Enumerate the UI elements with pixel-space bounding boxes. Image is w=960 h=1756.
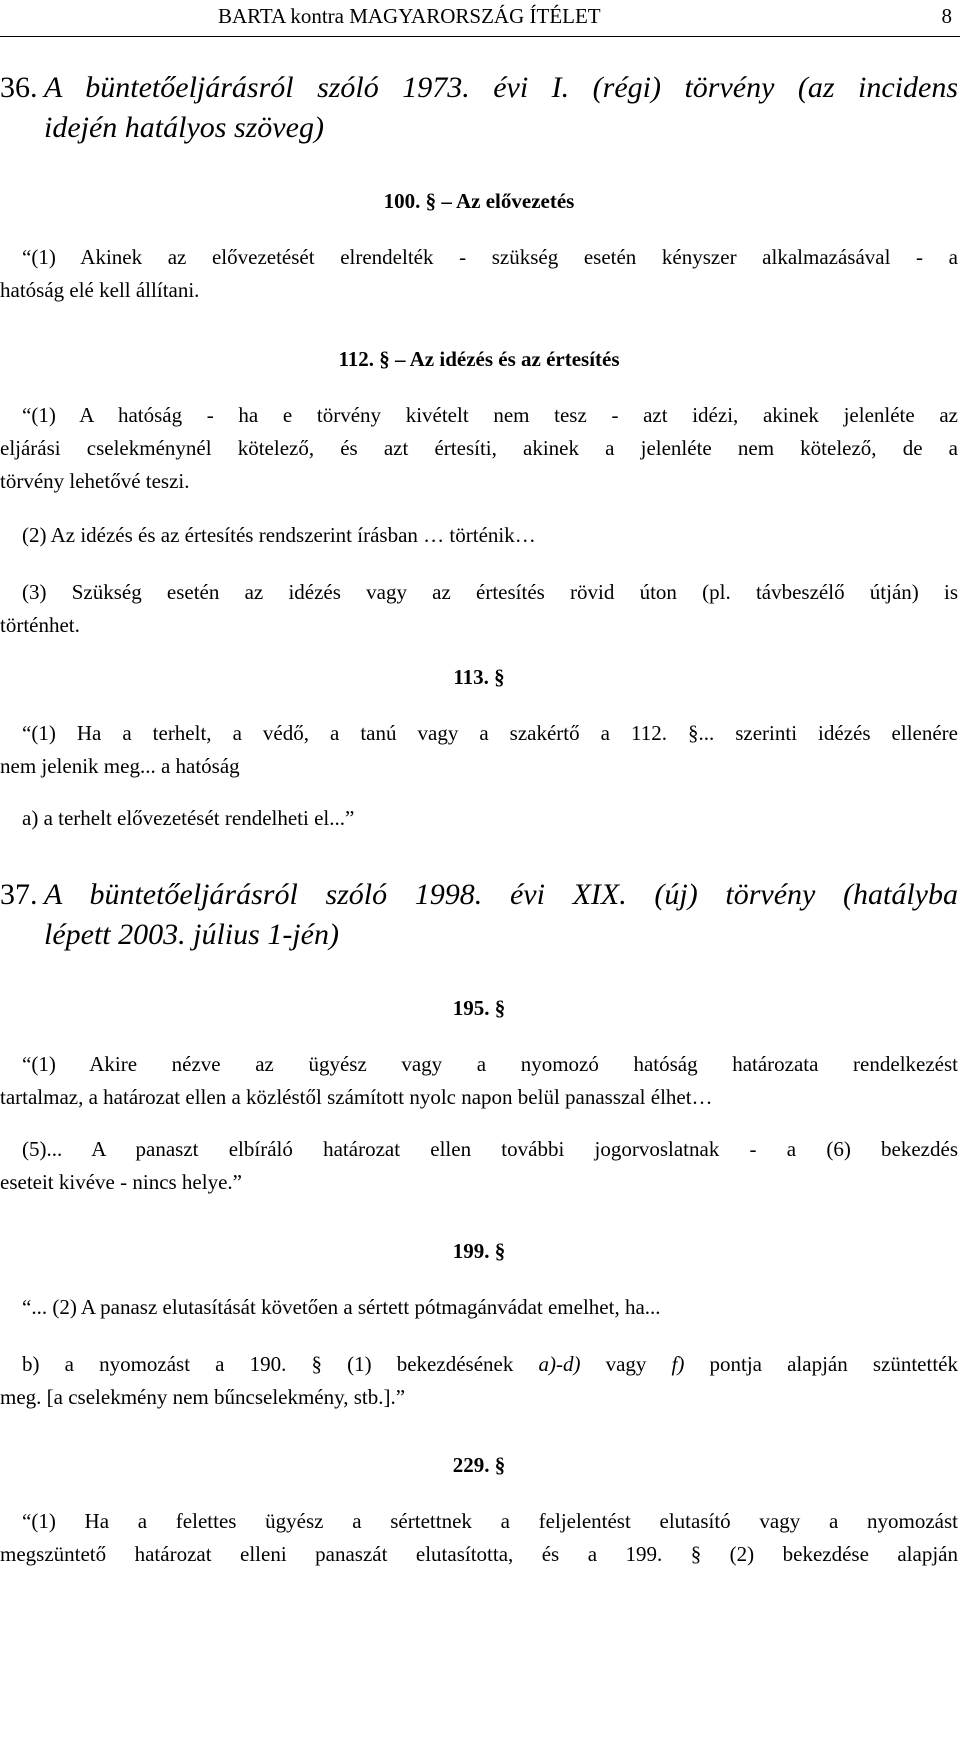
text-line: eseteit kivéve - nincs helye.” xyxy=(0,1170,242,1194)
text-line: “(1) Ha a terhelt, a védő, a tanú vagy a szakértő a 112. §... szerinti idézés ellenére xyxy=(22,721,958,745)
text-112-2: (2) Az idézés és az értesítés rendszerint írásban … történik… xyxy=(22,523,536,547)
section-number: 36. xyxy=(0,71,38,104)
text-112-1 xyxy=(0,399,958,498)
text-line: eljárási cselekménynél kötelező, és azt értesíti, akinek a jelenléte nem kötelező, de a xyxy=(0,436,958,460)
paragraph-heading-199: 199. § xyxy=(452,1239,506,1263)
text-run-italic: a)-d) xyxy=(538,1352,581,1376)
text-line: “(1) Akinek az elővezetését elrendelték - szükség esetén kényszer alkalmazásával - a xyxy=(22,245,958,269)
text-229-1 xyxy=(0,1505,958,1571)
header-title: BARTA kontra MAGYARORSZÁG ÍTÉLET xyxy=(218,4,601,28)
text-line: megszüntető határozat elleni panaszát elutasította, és a 199. § (2) bekezdése alapján xyxy=(0,1542,958,1566)
text-line: (3) Szükség esetén az idézés vagy az értesítés rövid úton (pl. távbeszélő útján) is xyxy=(22,580,958,604)
text-195-5 xyxy=(0,1133,958,1199)
text-113-1 xyxy=(0,717,958,783)
text-line: hatóság elé kell állítani. xyxy=(0,278,200,302)
text-line: “(1) A hatóság - ha e törvény kivételt nem tesz - azt idézi, akinek jelenléte az xyxy=(22,403,958,427)
text-line: “(1) Ha a felettes ügyész a sértettnek a feljelentést elutasító vagy a nyomozást xyxy=(22,1509,958,1533)
section-title-line1: A büntetőeljárásról szóló 1973. évi I. (régi) törvény (az incidens xyxy=(44,71,958,104)
text-199-b xyxy=(0,1348,958,1414)
paragraph-heading-112: 112. § – Az idézés és az értesítés xyxy=(338,347,620,371)
text-112-3 xyxy=(0,576,958,642)
text-line xyxy=(0,1348,958,1381)
text-line: történhet. xyxy=(0,613,80,637)
text-line: (5)... A panaszt elbíráló határozat ellen további jogorvoslatnak - a (6) bekezdés xyxy=(22,1137,958,1161)
text-line: nem jelenik meg... a hatóság xyxy=(0,754,240,778)
page-number: 8 xyxy=(941,4,952,28)
section-title-line2: lépett 2003. július 1-jén) xyxy=(44,918,339,951)
text-run-italic: f) xyxy=(671,1352,685,1376)
text-113-2: a) a terhelt elővezetését rendelheti el...” xyxy=(22,806,355,830)
section-title-line1: A büntetőeljárásról szóló 1998. évi XIX. (új) törvény (hatályba xyxy=(44,878,958,911)
section-title-line2: idején hatályos szöveg) xyxy=(44,111,324,144)
text-195-1 xyxy=(0,1048,958,1114)
paragraph-heading-100: 100. § – Az elővezetés xyxy=(383,189,575,213)
section-number: 37. xyxy=(0,878,38,911)
text-199-2: “... (2) A panasz elutasítását követően a sértett pótmagánvádat emelhet, ha... xyxy=(22,1295,661,1319)
text-line: “(1) Akire nézve az ügyész vagy a nyomozó hatóság határozata rendelkezést xyxy=(22,1052,958,1076)
paragraph-heading-195: 195. § xyxy=(452,996,506,1020)
text-run: b) a nyomozást a 190. § (1) bekezdésének xyxy=(22,1352,539,1376)
section-37-heading xyxy=(0,875,958,955)
paragraph-heading-113: 113. § xyxy=(453,665,505,689)
text-run: vagy xyxy=(580,1352,672,1376)
text-line: tartalmaz, a határozat ellen a közléstől számított nyolc napon belül panasszal élhet… xyxy=(0,1085,713,1109)
text-line: meg. [a cselekmény nem bűncselekmény, stb.].” xyxy=(0,1385,406,1409)
text-100-1 xyxy=(0,241,958,307)
section-36-heading xyxy=(0,68,958,148)
text-run: pontja alapján szüntették xyxy=(684,1352,958,1376)
paragraph-heading-229: 229. § xyxy=(452,1453,506,1477)
text-line: törvény lehetővé teszi. xyxy=(0,469,190,493)
running-header xyxy=(0,0,960,37)
